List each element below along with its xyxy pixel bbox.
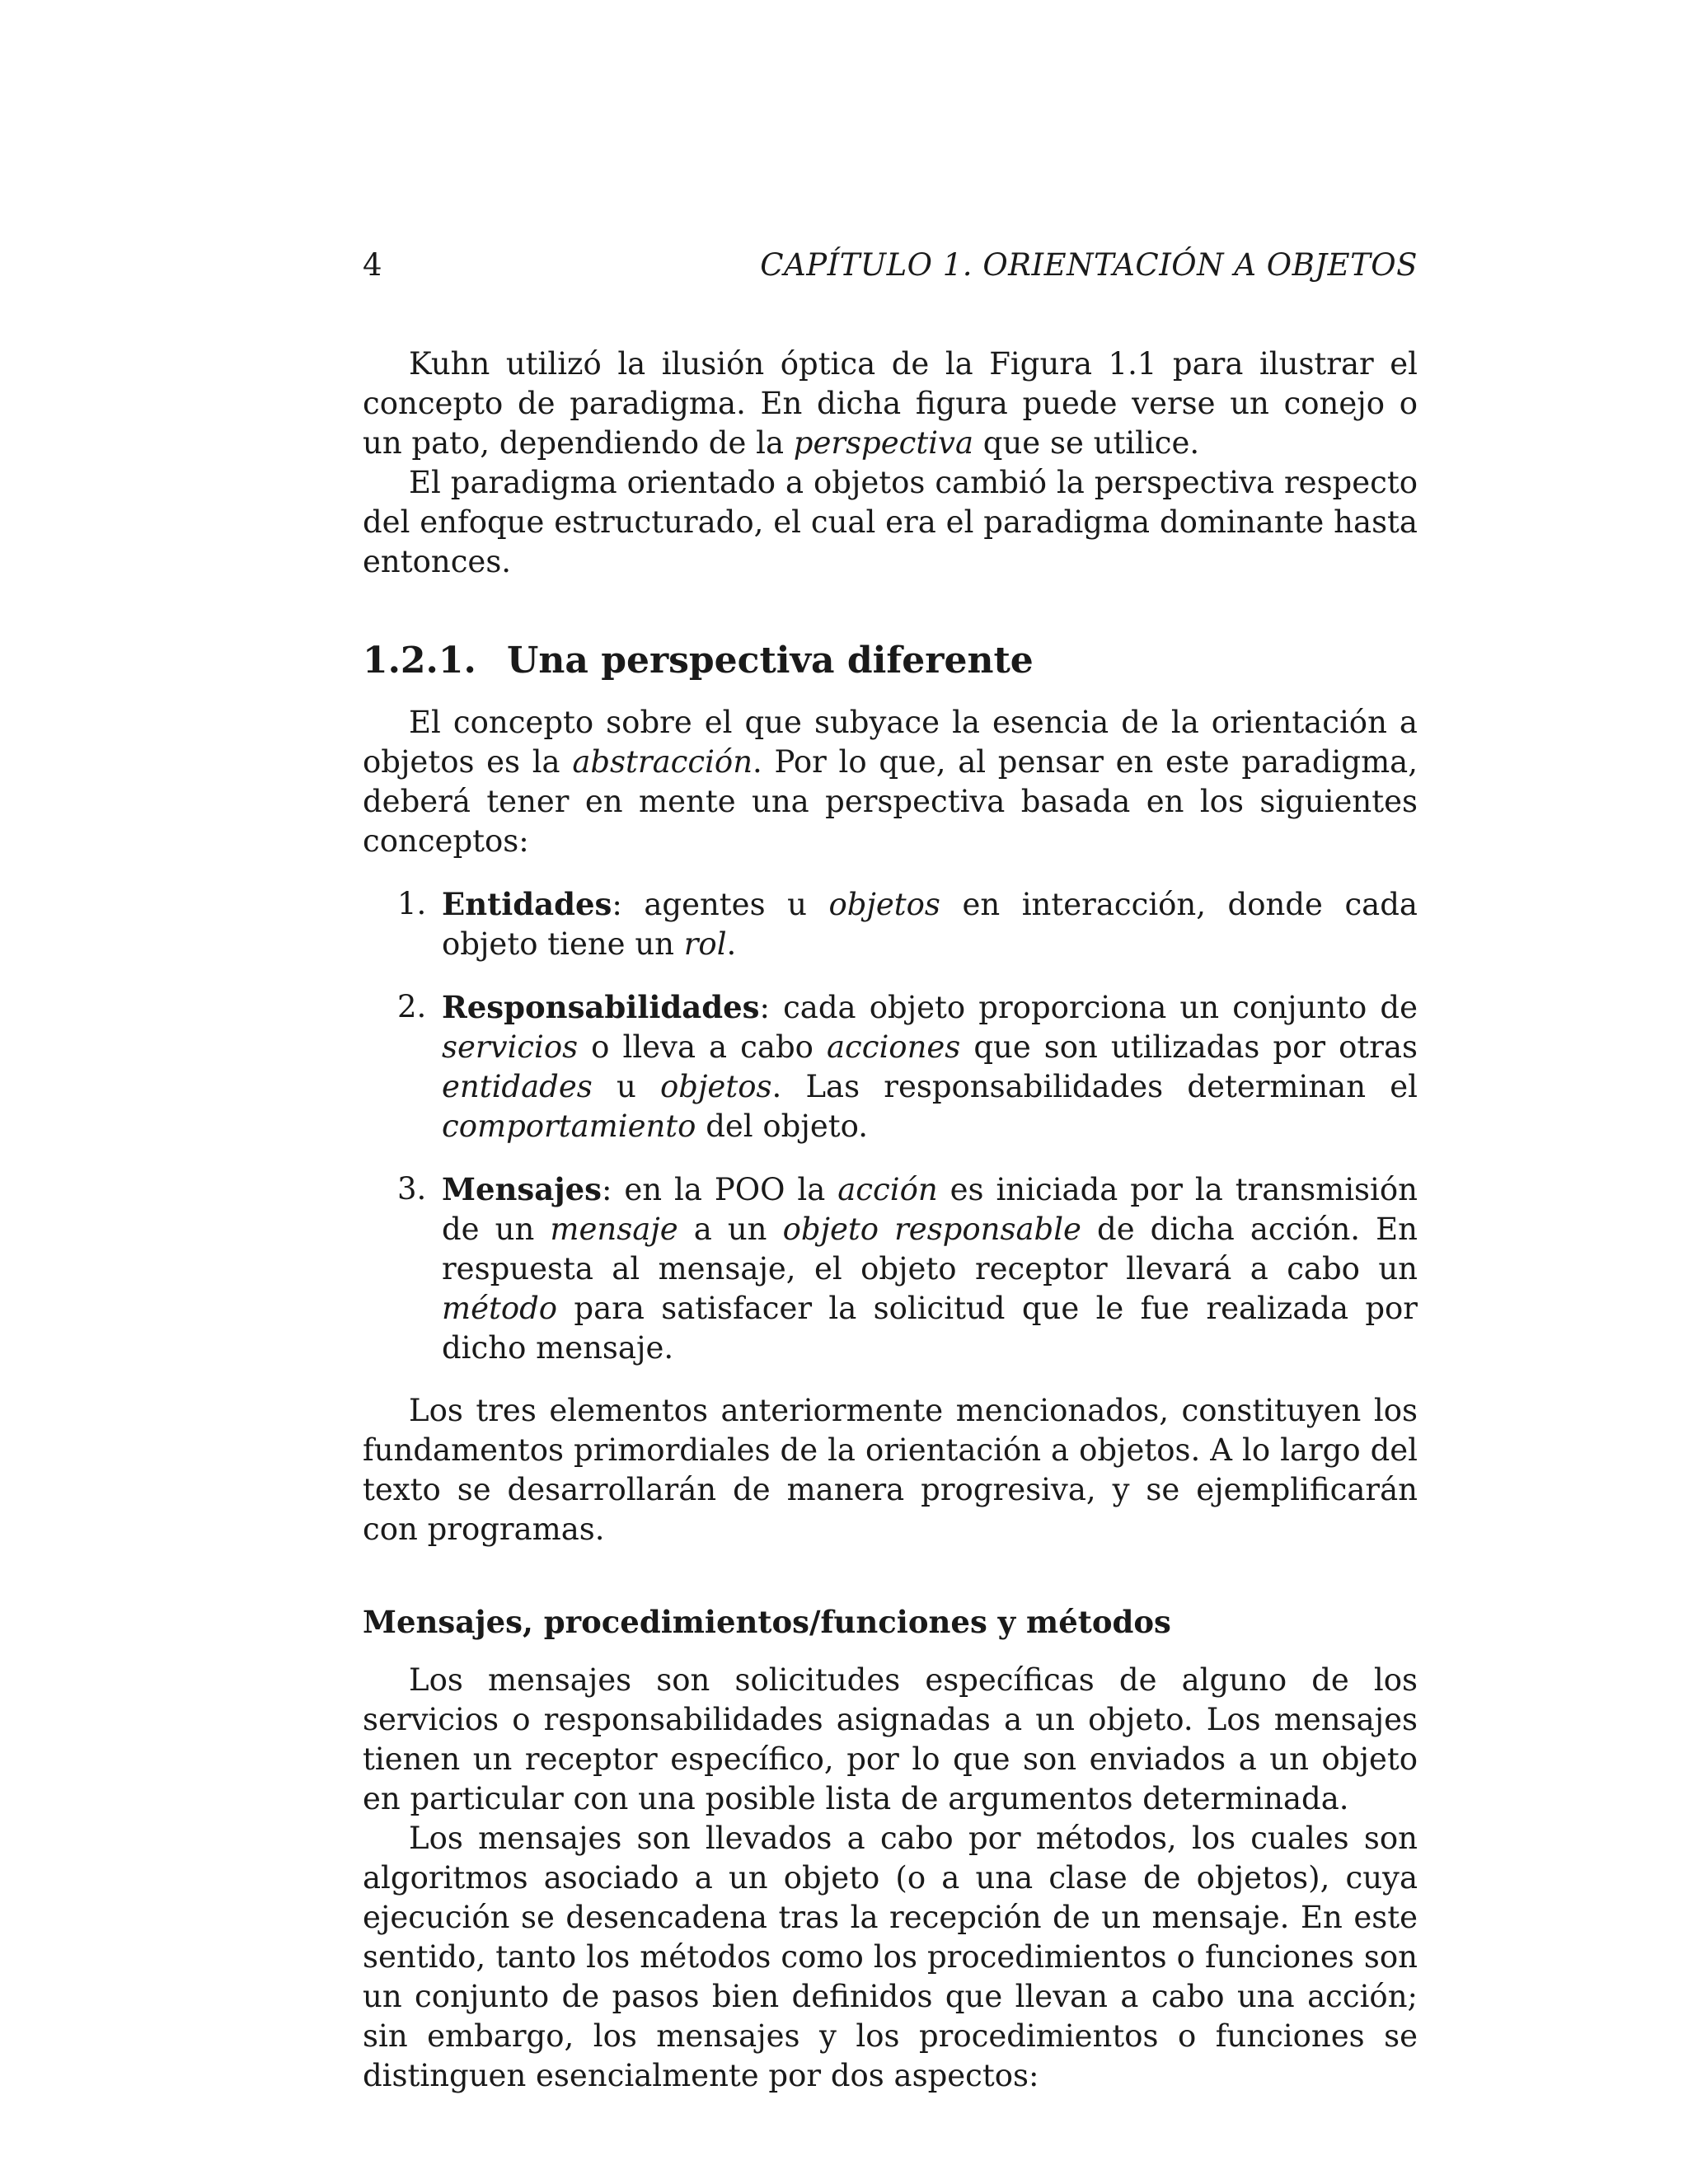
intro-paragraph-1 — [363, 344, 1418, 463]
list-item-text: : agentes u — [612, 887, 829, 923]
list-item-emphasis: objeto responsable — [782, 1212, 1081, 1248]
list-item-emphasis: objetos — [828, 887, 940, 923]
section-title: Una perspectiva diferente — [507, 640, 1034, 682]
intro-paragraph-2: El paradigma orientado a objetos cambió la perspectiva respecto del enfoque estructurado, el cual era el paradigma dominante hasta entonces. — [363, 465, 1418, 580]
list-item-text: de dicha acción. En respuesta al mensaje, el objeto receptor llevará a cabo un — [442, 1212, 1418, 1287]
list-item-text: es iniciada por la transmisión de un — [442, 1172, 1418, 1248]
list-item-emphasis: comportamiento — [442, 1108, 696, 1145]
list-item-number: 3. — [397, 1171, 427, 1207]
list-item-emphasis: objetos — [660, 1069, 772, 1105]
section-paragraph-2: Los tres elementos anteriormente mencionados, constituyen los fundamentos primordiales de la orientación a objetos. A lo largo del texto se desarrollarán de manera progresiva, y se ejemplificarán con programas. — [363, 1393, 1418, 1548]
section-p1-emphasis: abstracción — [572, 744, 753, 780]
concepts-list — [363, 884, 1418, 1368]
list-item-text: que son utilizadas por otras — [960, 1029, 1418, 1066]
list-item-text: : en la POO la — [601, 1172, 838, 1208]
list-item-number: 1. — [397, 886, 427, 922]
list-item-text: u — [592, 1069, 660, 1105]
list-item-term: Entidades — [442, 886, 612, 923]
intro-p1-emphasis: perspectiva — [793, 425, 974, 462]
list-item-text: o lleva a cabo — [578, 1029, 827, 1066]
list-item-text: . Las responsabilidades determinan el — [771, 1069, 1418, 1105]
section-p1-text-a: El concepto sobre el que subyace la esencia de la orientación a objetos es la — [363, 705, 1418, 780]
section-heading — [363, 640, 1418, 683]
list-item-emphasis: método — [442, 1291, 558, 1327]
list-item-emphasis: acciones — [826, 1029, 961, 1066]
list-item-text: para satisfacer la solicitud que le fue realizada por dicho mensaje. — [442, 1291, 1418, 1366]
list-item-emphasis: servicios — [442, 1029, 579, 1066]
chapter-title: CAPÍTULO 1. ORIENTACIÓN A OBJETOS — [760, 247, 1418, 283]
list-item-emphasis: entidades — [442, 1069, 593, 1105]
list-item-emphasis: rol — [683, 926, 727, 963]
list-item-text: : cada objeto proporciona un conjunto de — [759, 990, 1418, 1026]
list-item-number: 2. — [397, 989, 427, 1025]
subsection-paragraph-1: Los mensajes son solicitudes específicas de alguno de los servicios o responsabilidades asignadas a un objeto. Los mensajes tienen un receptor específico, por lo que son enviados a un objeto en particular con una posible lista de argumentos determinada. — [363, 1661, 1418, 1816]
subsection-heading: Mensajes, procedimientos/funciones y métodos — [363, 1604, 1171, 1641]
subsection-paragraph-2: Los mensajes son llevados a cabo por métodos, los cuales son algoritmos asociado a un objeto (o a una clase de objetos), cuya ejecución se desencadena tras la recepción de un mensaje. En este sentido, tanto los métodos como los procedimientos o funciones son un conjunto de pasos bien definidos que llevan a cabo una acción; sin embargo, los mensajes y los procedimientos o funciones se distinguen esencialmente por dos aspectos: — [363, 1820, 1418, 2093]
list-item-text: en interacción, donde cada objeto tiene un — [442, 887, 1418, 963]
list-item-text: a un — [678, 1212, 783, 1248]
book-page — [363, 247, 1418, 2096]
intro-p1-text-a: Kuhn utilizó la ilusión óptica de la Figura 1.1 para ilustrar el concepto de paradigma. En dicha figura puede verse un conejo o un pato, dependiendo de la — [363, 346, 1418, 462]
list-item — [363, 987, 1418, 1146]
list-item-emphasis: mensaje — [550, 1212, 678, 1248]
running-head — [363, 247, 1418, 284]
intro-p1-text-b: que se utilice. — [973, 425, 1200, 462]
list-item-term: Mensajes — [442, 1171, 602, 1208]
list-item-text: . — [726, 926, 737, 963]
page-number: 4 — [363, 247, 382, 283]
section-p1-text-b: . Por lo que, al pensar en este paradigma, deberá tener en mente una perspectiva basada en los siguientes conceptos: — [363, 744, 1418, 860]
list-item — [363, 884, 1418, 964]
section-number: 1.2.1. — [363, 640, 476, 682]
section-paragraph-1 — [363, 703, 1418, 861]
list-item-term: Responsabilidades — [442, 989, 760, 1026]
list-item-emphasis: acción — [837, 1172, 938, 1208]
list-item-text: del objeto. — [696, 1108, 868, 1145]
list-item — [363, 1169, 1418, 1368]
